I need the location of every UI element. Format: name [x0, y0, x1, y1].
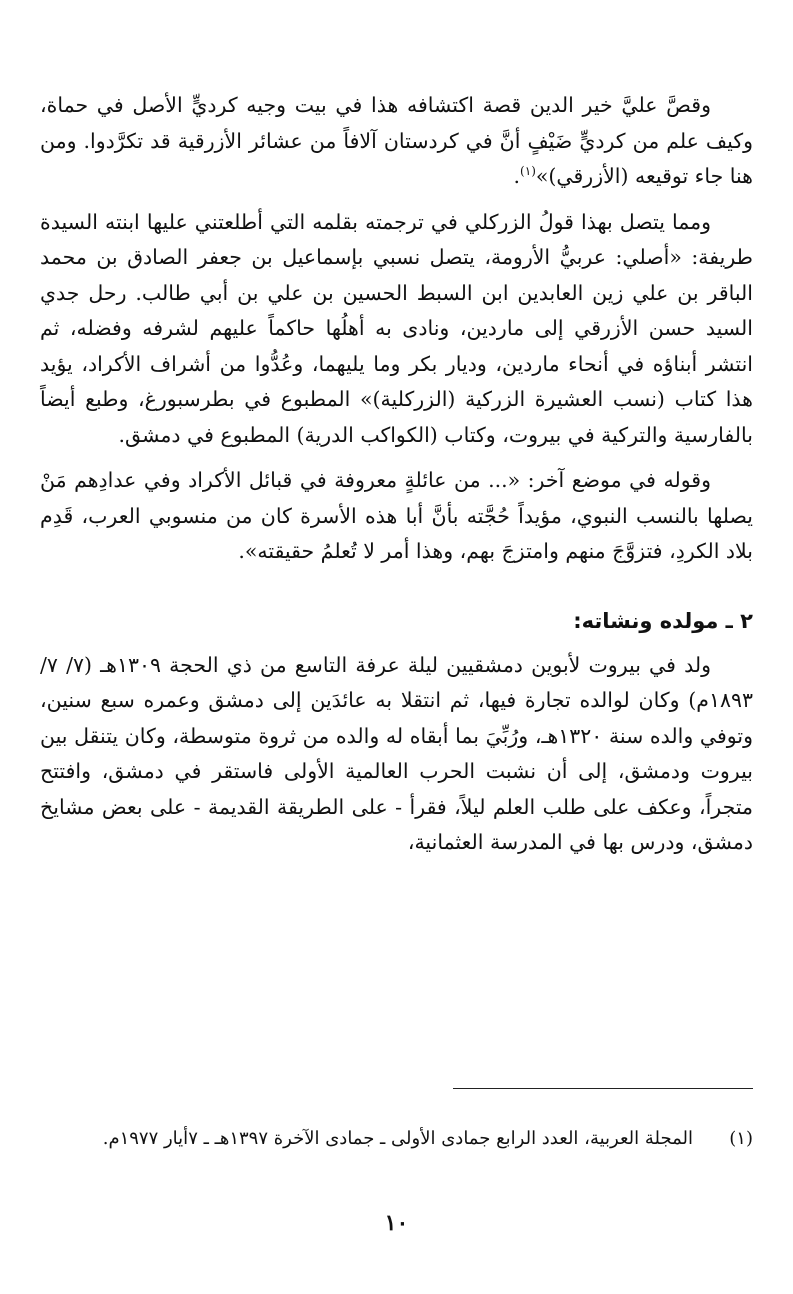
paragraph-quote: وقوله في موضع آخر: «... من عائلةٍ معروفة في قبائل الأكراد وفي عدادِهم مَنْ يصلها بالنسب النبوي، مؤيداً حُجَّته بأنَّ أبا هذه الأسرة كان من منسوبي العرب، قَدِم بلاد الكردِ، فتزوَّجَ منهم وامتزجَ بهم، وهذا أمر لا تُعلمُ حقيقته». — [40, 468, 753, 563]
paragraph-birth: ولد في بيروت لأبوين دمشقيين ليلة عرفة التاسع من ذي الحجة ١٣٠٩هـ (٧/ ٧/ ١٨٩٣م) وكان لوالده تجارة فيها، ثم انتقلا به عائدَين إلى دمشق وعمره سبع سنين، وتوفي والده سنة ١٣٢٠هـ، ورُبِّيَ بما أبقاه له والده من ثروة متوسطة، وكان يتنقل بين بيروت ودمشق، إلى أن نشبت الحرب العالمية الأولى فاستقر في دمشق، وافتتح متجراً، وعكف على طلب العلم ليلاً، فقرأ - على الطريقة القديمة - على بعض مشايخ دمشق، ودرس بها في المدرسة العثمانية، — [40, 652, 753, 854]
footnote-divider — [453, 1088, 753, 1089]
footnote-reference: (١) — [520, 164, 536, 179]
paragraph-story-end: . — [513, 164, 521, 188]
footnote-marker: (١) — [729, 1128, 753, 1149]
paragraph-story-text: وقصَّ عليَّ خير الدين قصة اكتشافه هذا في بيت وجيه كرديٍّ الأصل في حماة، وكيف علم من كرديٍّ ضَيْفٍ أنَّ في كردستان آلافاً من عشائر الأزرقية قد تكرَّدوا. ومن هنا جاء توقيعه (الأزرقي)» — [40, 93, 753, 188]
page-number: ١٠ — [384, 1210, 409, 1236]
paragraph-story — [40, 88, 753, 195]
footnote-text: المجلة العربية، العدد الرابع جمادى الأولى ـ جمادى الآخرة ١٣٩٧هـ ـ ٧أيار ١٩٧٧م. — [102, 1128, 693, 1149]
footnote — [40, 1123, 753, 1155]
paragraph-lineage: ومما يتصل بهذا قولُ الزركلي في ترجمته بقلمه التي أطلعتني عليها ابنته السيدة طريفة: «أصلي: عربيُّ الأرومة، يتصل نسبي بإسماعيل بن جعفر الصادق بن محمد الباقر بن علي زين العابدين ابن السبط الحسين بن علي بن أبي طالب. رحل جدي السيد حسن الأزرقي إلى ماردين، ونادى به أهلُها حاكماً عليهم لشرفه وفضله، ثم انتشر أبناؤه في أنحاء ماردين، وديار بكر وما يليهما، وعُدُّوا من أشراف الأكراد، يؤيد هذا كتاب (نسب العشيرة الزركية (الزركلية)» المطبوع في بطرسبورغ، وطبع أيضاً بالفارسية والتركية في بيروت، وكتاب (الكواكب الدرية) المطبوع في دمشق. — [40, 209, 753, 447]
section-heading: ٢ ـ مولده ونشاته: — [573, 608, 753, 633]
book-page — [40, 88, 753, 1288]
